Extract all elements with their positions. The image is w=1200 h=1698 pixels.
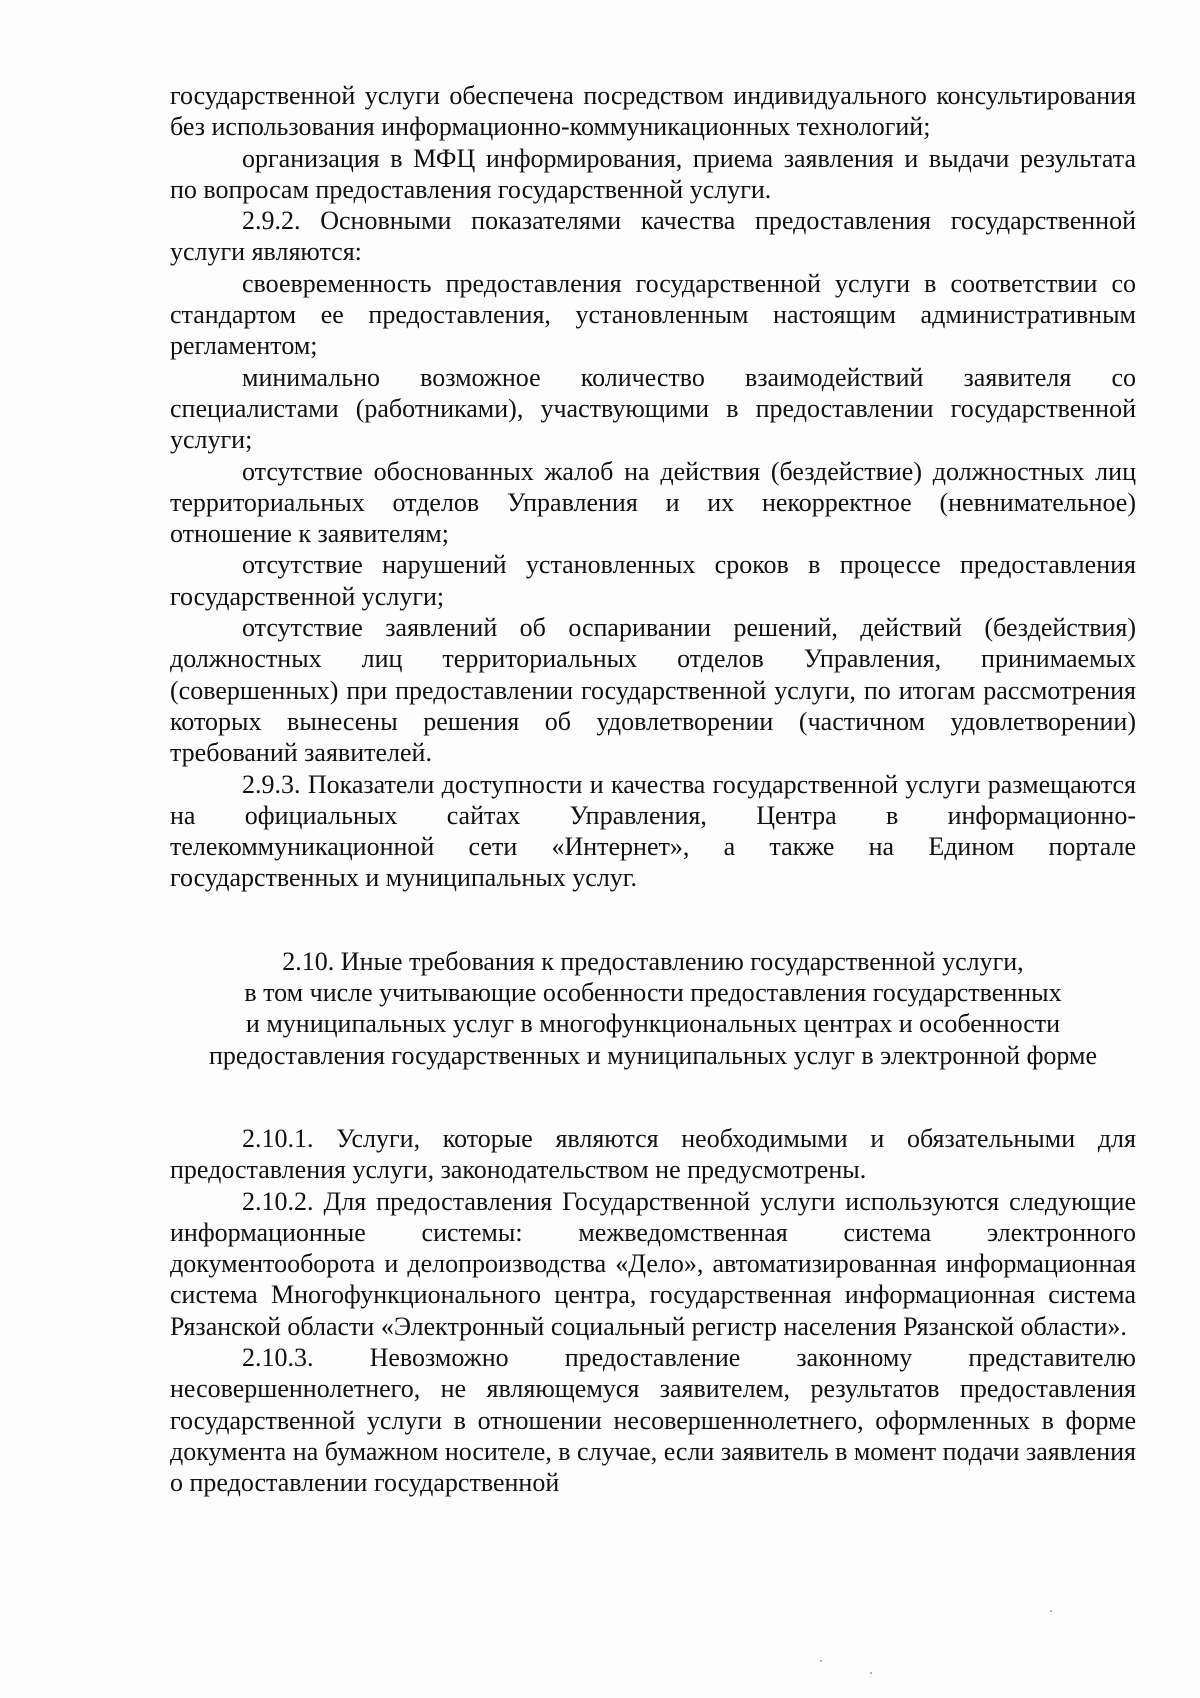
paragraph-5: минимально возможное количество взаимодействий заявителя со специалистами (работниками), участвующими в предоставлении государственной услуги;	[170, 362, 1136, 455]
section-heading-2-10	[170, 946, 1136, 1071]
paragraph-8: отсутствие заявлений об оспаривании решений, действий (бездействия) должностных лиц территориальных отделов Управления, принимаемых (совершенных) при предоставлении государственной услуги, по итогам рассмотрения которых вынесены решения об удовлетворении (частичном удовлетворении) требований заявителей.	[170, 613, 1136, 768]
heading-line-3: и муниципальных услуг в многофункциональных центрах и особенности	[245, 1009, 1061, 1039]
paragraph-2: организация в МФЦ информирования, приема заявления и выдачи результата по вопросам предоставления государственной услуги.	[170, 143, 1136, 204]
heading-line-1: 2.10. Иные требования к предоставлению государственной услуги,	[282, 946, 1024, 976]
paragraph-7: отсутствие нарушений установленных сроков в процессе предоставления государственной услуги;	[170, 550, 1136, 611]
scan-speck	[1050, 1610, 1052, 1612]
heading-line-4: предоставления государственных и муниципальных услуг в электронной форме	[208, 1040, 1098, 1070]
paragraph-6: отсутствие обоснованных жалоб на действия (бездействие) должностных лиц территориальных отделов Управления и их некорректное (невнимательное) отношение к заявителям;	[170, 456, 1136, 549]
paragraph-2-10-3: 2.10.3. Невозможно предоставление законному представителю несовершеннолетнего, не являющемуся заявителем, результатов предоставления государственной услуги в отношении несовершеннолетнего, оформленных в форме документа на бумажном носителе, в случае, если заявитель в момент подачи заявления о предоставлении государственной	[170, 1342, 1136, 1498]
document-body	[170, 80, 1136, 1498]
paragraph-2-10-2: 2.10.2. Для предоставления Государственной услуги используются следующие информационные системы: межведомственная система электронного документооборота и делопроизводства «Дело», автоматизированная информационная система Многофункционального центра, государственная информационная система Рязанской области «Электронный социальный регистр населения Рязанской области».	[170, 1186, 1136, 1341]
paragraph-2-10-1: 2.10.1. Услуги, которые являются необходимыми и обязательными для предоставления услуги, законодательством не предусмотрены.	[170, 1123, 1136, 1185]
paragraph-2-9-3: 2.9.3. Показатели доступности и качества государственной услуги размещаются на официальных сайтах Управления, Центра в информационно-телекоммуникационной сети «Интернет», а также на Едином портале государственных и муниципальных услуг.	[170, 769, 1136, 893]
scan-speck	[870, 1672, 872, 1674]
paragraph-1: государственной услуги обеспечена посредством индивидуального консультирования без использования информационно-коммуникационных технологий;	[170, 81, 1136, 142]
paragraph-2-9-2: 2.9.2. Основными показателями качества предоставления государственной услуги являются:	[170, 206, 1136, 267]
paragraph-4: своевременность предоставления государственной услуги в соответствии со стандартом ее предоставления, установленным настоящим административным регламентом;	[170, 268, 1136, 361]
heading-line-2: в том числе учитывающие особенности предоставления государственных	[244, 978, 1062, 1008]
scan-speck	[820, 1660, 822, 1662]
